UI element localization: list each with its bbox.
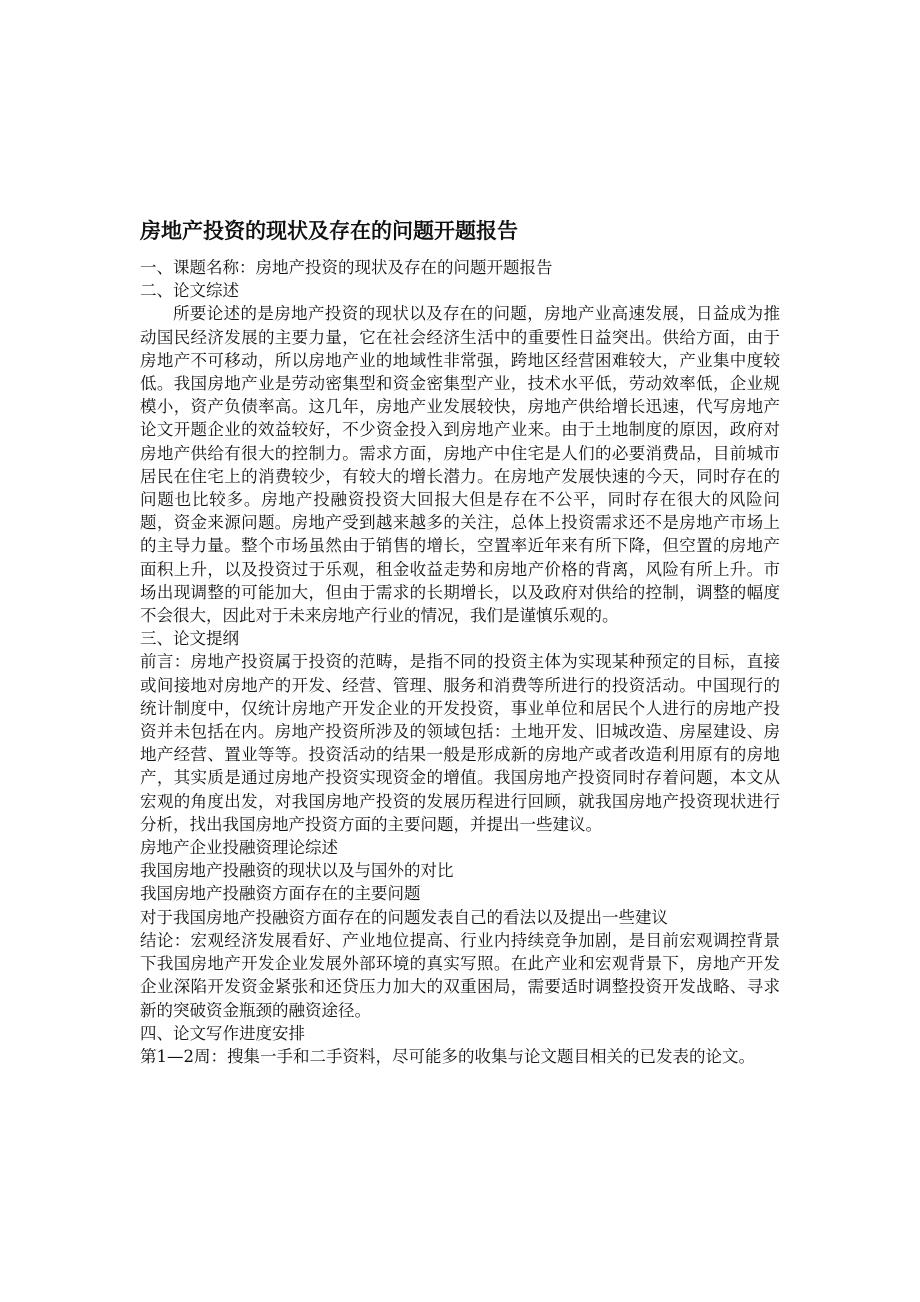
outline-item: 我国房地产投融资方面存在的主要问题 — [140, 884, 421, 904]
section-heading-outline: 三、论文提纲 — [140, 629, 239, 649]
outline-item: 我国房地产投融资的现状以及与国外的对比 — [140, 861, 454, 881]
outline-item: 对于我国房地产投融资方面存在的问题发表自己的看法以及提出一些建议 — [140, 907, 668, 927]
document-title: 房地产投资的现状及存在的问题开题报告 — [140, 219, 518, 243]
outline-preface: 前言：房地产投资属于投资的范畴，是指不同的投资主体为实现某种预定的目标，直接或间接地对房地产的开发、经营、管理、服务和消费等所进行的投资活动。中国现行的统计制度中，仅统计房地产开发企业的开发投资，事业单位和居民个人进行的房地产投资并未包括在内。房地产投资所涉及的领域包括：土地开发、旧城改造、房屋建设、房地产经营、置业等等。投资活动的结果一般是形成新的房地产或者改造利用原有的房地产，其实质是通过房地产投资实现资金的增值。我国房地产投资同时存着问题，本文从宏观的角度出发，对我国房地产投资的发展历程进行回顾，就我国房地产投资现状进行分析，找出我国房地产投资方面的主要问题，并提出一些建议。 — [140, 652, 780, 834]
outline-item: 房地产企业投融资理论综述 — [140, 838, 338, 858]
section-heading-topic: 一、课题名称：房地产投资的现状及存在的问题开题报告 — [140, 258, 553, 277]
review-paragraph: 所要论述的是房地产投资的现状以及存在的问题，房地产业高速发展，日益成为推动国民经济发展的主要力量，它在社会经济生活中的重要性日益突出。供给方面，由于房地产不可移动，所以房地产业的地域性非常强，跨地区经营困难较大，产业集中度较低。我国房地产业是劳动密集型和资金密集型产业，技术水平低，劳动效率低，企业规模小，资产负债率高。这几年，房地产业发展较快，房地产供给增长迅速，代写房地产论文开题企业的效益较好，不少资金投入到房地产业来。由于土地制度的原因，政府对房地产供给有很大的控制力。需求方面，房地产中住宅是人们的必要消费品，目前城市居民在住宅上的消费较少，有较大的增长潜力。在房地产发展快速的今天，同时存在的问题也比较多。房地产投融资投资大回报大但是存在不公平，同时存在很大的风险问题，资金来源问题。房地产受到越来越多的关注，总体上投资需求还不是房地产市场上的主导力量。整个市场虽然由于销售的增长，空置率近年来有所下降，但空置的房地产面积上升，以及投资过于乐观，租金收益走势和房地产价格的背离，风险有所上升。市场出现调整的可能加大，但由于需求的长期增长，以及政府对供给的控制，调整的幅度不会很大，因此对于未来房地产行业的情况，我们是谨慎乐观的。 — [140, 304, 780, 626]
section-heading-review: 二、论文综述 — [140, 281, 239, 301]
section-heading-schedule: 四、论文写作进度安排 — [140, 1023, 305, 1043]
schedule-entry: 第1—2周：搜集一手和二手资料，尽可能多的收集与论文题目相关的已发表的论文。 — [140, 1046, 755, 1066]
document-page — [140, 216, 780, 1068]
outline-conclusion: 结论：宏观经济发展看好、产业地位提高、行业内持续竞争加剧，是目前宏观调控背景下我国房地产开发企业发展外部环境的真实写照。在此产业和宏观背景下，房地产开发企业深陷开发资金紧张和还贷压力加大的双重困局，需要适时调整投资开发战略、寻求新的突破资金瓶颈的融资途径。 — [140, 930, 780, 1020]
